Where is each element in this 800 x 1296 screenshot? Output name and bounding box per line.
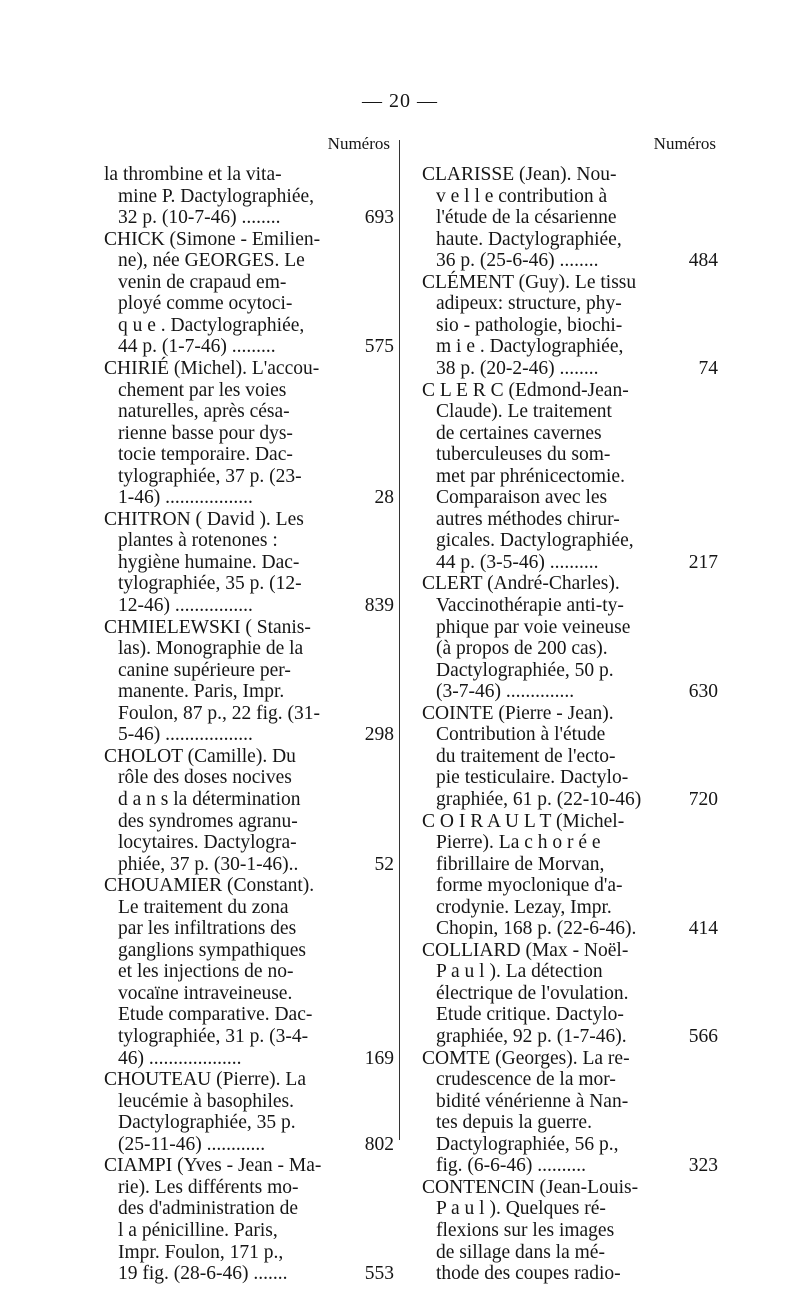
left-text-line: 46) ................... (118, 1047, 242, 1069)
left-text-line: des syndromes agranu- (118, 810, 298, 832)
right-text-line: Comparaison avec les (436, 487, 608, 509)
right-text-line: tuberculeuses du som- (436, 444, 611, 466)
right-text-line: 36 p. (25-6-46) ........ (436, 250, 599, 272)
right-text-line: fibrillaire de Morvan, (436, 853, 605, 875)
left-entry-number: 839 (364, 595, 394, 616)
left-text-line: par les infiltrations des (118, 918, 297, 940)
left-text-line: 19 fig. (28-6-46) ....... (118, 1263, 288, 1285)
right-text-line: gicales. Dactylographiée, (436, 530, 634, 552)
right-text-line: Dactylographiée, 56 p., (436, 1133, 619, 1155)
left-text-line: tocie temporaire. Dac- (118, 444, 293, 466)
right-text-line: haute. Dactylographiée, (436, 228, 622, 250)
right-entry-number: 414 (688, 918, 718, 940)
right-text-line: COINTE (Pierre - Jean). (422, 702, 614, 724)
right-text-line: pie testiculaire. Dactylo- (436, 767, 629, 789)
right-text-line: Etude critique. Dactylo- (436, 1004, 624, 1026)
left-text-line: CHICK (Simone - Emilien- (104, 228, 321, 250)
left-text-line: 12-46) ................ (118, 595, 253, 616)
left-text-line: 5-46) .................. (118, 724, 253, 746)
left-text-line: ployé comme ocytoci- (118, 293, 293, 315)
left-entry-number: 802 (364, 1133, 394, 1155)
left-entry-number: 575 (364, 336, 394, 358)
left-text-line: Impr. Foulon, 171 p., (118, 1241, 284, 1263)
left-text-line: locytaires. Dactylogra- (118, 832, 297, 854)
left-text-line: CHOLOT (Camille). Du (104, 745, 296, 767)
right-text-line: phique par voie veineuse (436, 616, 631, 638)
right-text-line: de sillage dans la mé- (436, 1241, 605, 1263)
right-text-line: COMTE (Georges). La re- (422, 1047, 630, 1069)
left-text-line: ganglions sympathiques (118, 939, 306, 961)
left-text-line: tylographiée, 35 p. (12- (118, 573, 302, 595)
left-text-line: et les injections de no- (118, 961, 294, 983)
right-text-line: Claude). Le traitement (436, 401, 612, 423)
right-text-line: l'étude de la césarienne (436, 207, 617, 229)
left-text-line: hygiène humaine. Dac- (118, 551, 300, 573)
left-entry-number: 553 (364, 1263, 394, 1285)
right-entry-number: 566 (688, 1026, 718, 1047)
left-text-line: (25-11-46) ............ (118, 1133, 266, 1155)
right-text-line: forme myoclonique d'a- (436, 875, 623, 897)
left-text-line: q u e . Dactylographiée, (118, 314, 305, 336)
left-text-line: tylographiée, 37 p. (23- (118, 465, 302, 487)
right-entry-number: 630 (688, 681, 718, 703)
left-text-line: naturelles, après césa- (118, 401, 290, 423)
right-text-line: électrique de l'ovulation. (436, 982, 629, 1004)
right-text-line: (à propos de 200 cas). (436, 638, 608, 660)
right-text-line: thode des coupes radio- (436, 1263, 621, 1285)
right-text-line: m i e . Dactylographiée, (436, 336, 624, 358)
left-text-line: 1-46) .................. (118, 487, 253, 509)
right-text-line: CLARISSE (Jean). Nou- (422, 164, 617, 185)
right-text-line: C O I R A U L T (Michel- (422, 810, 625, 832)
left-entry-number: 52 (374, 853, 394, 875)
left-text-line: Foulon, 87 p., 22 fig. (31- (118, 702, 321, 724)
left-text-line: CHITRON ( David ). Les (104, 508, 304, 530)
right-text-line: 38 p. (20-2-46) ........ (436, 357, 599, 379)
left-text-line: Dactylographiée, 35 p. (118, 1112, 296, 1134)
left-text-line: d a n s la détermination (118, 788, 301, 810)
right-column-header: Numéros (653, 134, 716, 153)
left-text-line: Etude comparative. Dac- (118, 1004, 313, 1026)
left-text-line: rôle des doses nocives (118, 767, 292, 789)
right-entry-number: 323 (688, 1155, 718, 1177)
right-text-line: flexions sur les images (436, 1219, 615, 1241)
left-text-line: chement par les voies (118, 379, 287, 401)
right-text-line: graphiée, 92 p. (1-7-46). (436, 1026, 627, 1047)
left-column (104, 0, 394, 1296)
left-entry-number: 298 (364, 724, 394, 746)
right-text-line: crodynie. Lezay, Impr. (436, 896, 612, 918)
left-text-line: vocaïne intraveineuse. (118, 982, 293, 1004)
right-entry-number: 484 (688, 250, 718, 272)
right-text-line: tes depuis la guerre. (436, 1112, 592, 1134)
right-text-line: C L E R C (Edmond-Jean- (422, 379, 629, 401)
left-text-line: phiée, 37 p. (30-1-46).. (118, 853, 299, 875)
right-text-line: 44 p. (3-5-46) .......... (436, 551, 599, 573)
right-column (422, 0, 718, 1296)
left-text-line: CHMIELEWSKI ( Stanis- (104, 616, 311, 638)
left-text-line: CIAMPI (Yves - Jean - Ma- (104, 1155, 322, 1177)
right-text-line: graphiée, 61 p. (22-10-46) (436, 788, 642, 810)
right-entry-number: 720 (688, 788, 718, 810)
left-text-line: rienne basse pour dys- (118, 422, 293, 444)
right-text-line: bidité vénérienne à Nan- (436, 1090, 629, 1112)
right-text-line: CLERT (André-Charles). (422, 573, 620, 595)
left-text-line: des d'administration de (118, 1198, 299, 1220)
left-entry-number: 693 (364, 207, 394, 229)
right-text-line: P a u l ). La détection (436, 961, 603, 983)
left-text-line: Le traitement du zona (118, 896, 289, 918)
right-text-line: Vaccinothérapie anti-ty- (436, 595, 624, 616)
left-text-line: venin de crapaud em- (118, 271, 287, 293)
right-text-line: fig. (6-6-46) .......... (436, 1155, 587, 1177)
left-text-line: manente. Paris, Impr. (118, 681, 285, 703)
left-text-line: l a pénicilline. Paris, (118, 1219, 278, 1241)
right-text-line: autres méthodes chirur- (436, 508, 620, 530)
right-text-line: (3-7-46) .............. (436, 681, 575, 703)
left-entry-number: 28 (374, 487, 394, 509)
right-text-line: crudescence de la mor- (436, 1069, 616, 1091)
right-text-line: Pierre). La c h o r é e (436, 832, 601, 854)
left-text-line: mine P. Dactylographiée, (118, 185, 315, 207)
left-text-line: ne), née GEORGES. Le (118, 250, 305, 272)
right-text-line: Contribution à l'étude (436, 724, 606, 746)
left-text-line: leucémie à basophiles. (118, 1090, 294, 1112)
left-text-line: la thrombine et la vita- (104, 164, 282, 185)
right-entry-number: 74 (698, 357, 718, 379)
right-text-line: P a u l ). Quelques ré- (436, 1198, 606, 1220)
left-text-line: plantes à rotenones : (118, 530, 278, 552)
page-number: — 20 — (362, 90, 438, 112)
left-text-line: CHOUTEAU (Pierre). La (104, 1069, 306, 1091)
left-text-line: CHOUAMIER (Constant). (104, 875, 315, 897)
left-text-line: CHIRIÉ (Michel). L'accou- (104, 357, 320, 379)
right-text-line: v e l l e contribution à (436, 185, 608, 207)
left-text-line: tylographiée, 31 p. (3-4- (118, 1026, 309, 1047)
column-divider (399, 140, 400, 1140)
left-text-line: 32 p. (10-7-46) ........ (118, 207, 281, 229)
right-text-line: du traitement de l'ecto- (436, 745, 616, 767)
right-text-line: COLLIARD (Max - Noël- (422, 939, 629, 961)
right-text-line: CLÉMENT (Guy). Le tissu (422, 271, 637, 293)
left-text-line: rie). Les différents mo- (118, 1176, 299, 1198)
right-text-line: de certaines cavernes (436, 422, 602, 444)
right-text-line: adipeux: structure, phy- (436, 293, 622, 315)
right-text-line: Dactylographiée, 50 p. (436, 659, 614, 681)
right-text-line: met par phrénicectomie. (436, 465, 625, 487)
left-text-line: canine supérieure per- (118, 659, 291, 681)
right-entry-number: 217 (688, 551, 718, 573)
right-text-line: sio - pathologie, biochi- (436, 314, 623, 336)
left-text-line: 44 p. (1-7-46) ......... (118, 336, 276, 358)
left-text-line: las). Monographie de la (118, 638, 304, 660)
left-entry-number: 169 (364, 1047, 394, 1069)
left-column-header: Numéros (327, 134, 390, 153)
right-text-line: CONTENCIN (Jean-Louis- (422, 1176, 639, 1198)
right-text-line: Chopin, 168 p. (22-6-46). (436, 918, 637, 940)
